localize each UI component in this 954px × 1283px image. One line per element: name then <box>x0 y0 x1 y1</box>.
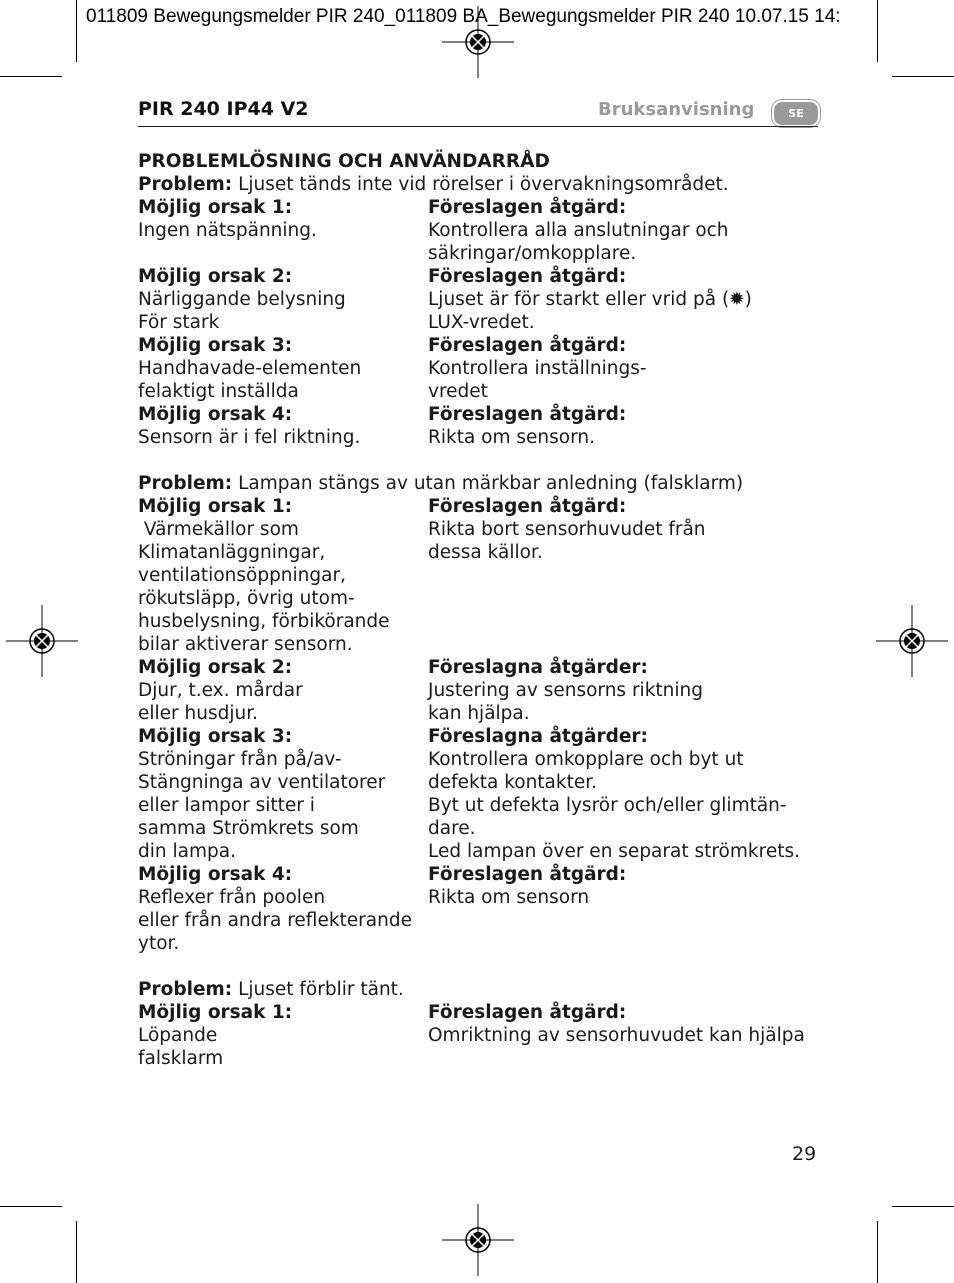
cause-label: Möjlig orsak 3: <box>138 335 293 356</box>
cause-row: Möjlig orsak 3: Handhavade-elementen felaktigt inställda Föreslagen åtgärd: Kontrollera inställnings- vredet <box>138 334 828 403</box>
cause-label: Möjlig orsak 1: <box>138 197 293 218</box>
cause-row: Möjlig orsak 4: Sensorn är i fel riktning. Föreslagen åtgärd: Rikta om sensorn. <box>138 403 828 449</box>
registration-mark-icon <box>872 601 952 681</box>
cause-label: Möjlig orsak 2: <box>138 266 293 287</box>
action-label: Föreslagen åtgärd: <box>428 864 627 885</box>
crop-mark <box>892 76 954 77</box>
cause-row: Möjlig orsak 4: Reflexer från poolen eller från andra reflekterande ytor. Föreslagen åtgärd: Rikta om sensorn <box>138 863 828 955</box>
cause-label: Möjlig orsak 1: <box>138 1002 293 1023</box>
crop-mark <box>877 0 878 62</box>
crop-mark <box>0 76 62 77</box>
cause-label: Möjlig orsak 1: <box>138 496 293 517</box>
crop-mark <box>76 1221 77 1283</box>
problem-statement: Problem: Ljuset tänds inte vid rörelser i övervakningsområdet. <box>138 174 729 195</box>
problem-block <box>138 978 828 1070</box>
language-badge: SE <box>772 100 820 127</box>
cause-row: Möjlig orsak 3: Ströningar från på/av- Stängninga av ventilatorer eller lampor sitter i samma Strömkrets som din lampa. Föreslagna åtgärder: Kontrollera omkopplare och byt ut defekta kontakter. Byt ut defekta lysrör och/eller glimtän- dare. Led lampan över en separat strömkrets. <box>138 725 828 863</box>
cause-row: Möjlig orsak 2: Närliggande belysning För stark Föreslagen åtgärd: Ljuset är för starkt eller vrid på (✹) LUX-vredet. <box>138 265 828 334</box>
cause-row: Möjlig orsak 1: Värmekällor som Klimatanläggningar, ventilationsöppningar, rökutsläpp, övrig utom- husbelysning, förbikörande bilar aktiverar sensorn. Föreslagen åtgärd: Rikta bort sensorhuvudet från dessa källor. <box>138 495 828 656</box>
crop-mark <box>76 0 77 62</box>
section-title: Bruksanvisning <box>598 99 755 120</box>
action-label: Föreslagen åtgärd: <box>428 266 627 287</box>
problem-statement: Problem: Lampan stängs av utan märkbar anledning (falsklarm) <box>138 473 744 494</box>
action-label: Föreslagen åtgärd: <box>428 197 627 218</box>
problem-statement: Problem: Ljuset förblir tänt. <box>138 979 404 1000</box>
action-label: Föreslagen åtgärd: <box>428 1002 627 1023</box>
action-label: Föreslagen åtgärd: <box>428 496 627 517</box>
cause-row: Möjlig orsak 1: Ingen nätspänning. Föreslagen åtgärd: Kontrollera alla anslutningar och säkringar/omkopplare. <box>138 196 828 265</box>
model-title: PIR 240 IP44 V2 <box>138 98 309 120</box>
registration-mark-icon <box>2 601 82 681</box>
action-label: Föreslagna åtgärder: <box>428 726 648 747</box>
troubleshooting-section <box>138 150 828 1070</box>
action-label: Föreslagen åtgärd: <box>428 335 627 356</box>
action-label: Föreslagna åtgärder: <box>428 657 648 678</box>
cause-label: Möjlig orsak 2: <box>138 657 293 678</box>
print-slug: 011809 Bewegungsmelder PIR 240_011809 BA_Bewegungsmelder PIR 240 10.07.15 14: <box>86 6 841 27</box>
page-number: 29 <box>792 1143 817 1165</box>
cause-label: Möjlig orsak 4: <box>138 404 293 425</box>
cause-label: Möjlig orsak 3: <box>138 726 293 747</box>
cause-label: Möjlig orsak 4: <box>138 864 293 885</box>
registration-mark-icon <box>438 1200 518 1280</box>
section-heading: PROBLEMLÖSNING OCH ANVÄNDARRÅD <box>138 151 550 172</box>
cause-row: Möjlig orsak 1: Löpande falsklarm Föreslagen åtgärd: Omriktning av sensorhuvudet kan hjälpa <box>138 1001 828 1070</box>
crop-mark <box>0 1206 62 1207</box>
action-label: Föreslagen åtgärd: <box>428 404 627 425</box>
header-divider <box>138 126 818 127</box>
cause-row: Möjlig orsak 2: Djur, t.ex. mårdar eller husdjur. Föreslagna åtgärder: Justering av sensorns riktning kan hjälpa. <box>138 656 828 725</box>
crop-mark <box>892 1206 954 1207</box>
problem-block <box>138 472 828 955</box>
registration-mark-icon <box>438 2 518 82</box>
crop-mark <box>877 1221 878 1283</box>
problem-block <box>138 173 828 449</box>
